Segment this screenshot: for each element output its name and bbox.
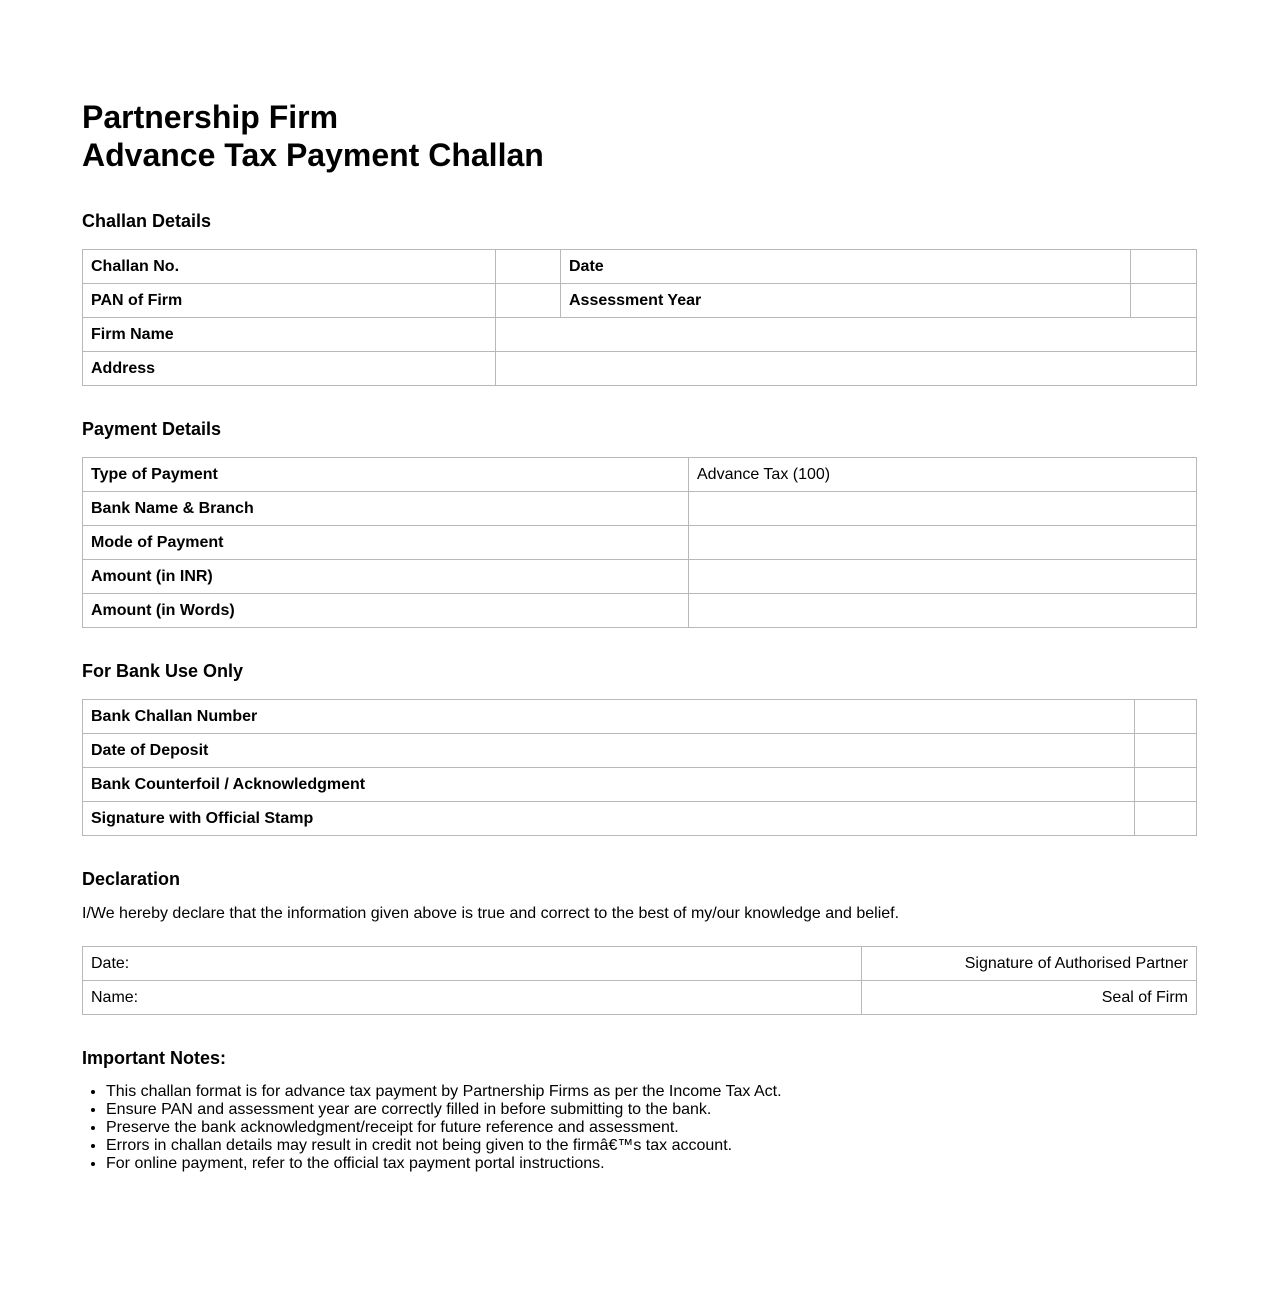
amount-inr-field[interactable]	[689, 560, 1197, 594]
table-row	[83, 734, 1197, 768]
declaration-date-label[interactable]: Date:	[83, 947, 862, 981]
challan-details-heading: Challan Details	[82, 211, 212, 231]
date-of-deposit-label: Date of Deposit	[83, 734, 1135, 768]
date-field[interactable]	[1131, 250, 1197, 284]
table-row	[83, 352, 1197, 386]
address-label: Address	[83, 352, 496, 386]
official-signature-field[interactable]	[1135, 802, 1197, 836]
table-row	[83, 458, 1197, 492]
firm-seal-label[interactable]: Seal of Firm	[862, 981, 1197, 1015]
table-row	[83, 700, 1197, 734]
declaration-name-label[interactable]: Name:	[83, 981, 862, 1015]
challan-no-label: Challan No.	[83, 250, 496, 284]
payment-details-heading: Payment Details	[82, 419, 222, 439]
partner-signature-label[interactable]: Signature of Authorised Partner	[862, 947, 1197, 981]
amount-words-field[interactable]	[689, 594, 1197, 628]
table-row	[83, 947, 1197, 981]
table-row	[83, 768, 1197, 802]
notes-heading: Important Notes:	[82, 1048, 226, 1068]
list-item: • Preserve the bank acknowledgment/receipt for future reference and assessment.	[106, 1119, 1196, 1137]
type-of-payment-value: Advance Tax (100)	[689, 458, 1197, 492]
declaration-text: I/We hereby declare that the information given above is true and correct to the best of my/our knowledge and belief.	[82, 905, 900, 922]
address-field[interactable]	[496, 352, 1197, 386]
assessment-year-field[interactable]	[1131, 284, 1197, 318]
list-item: • This challan format is for advance tax payment by Partnership Firms as per the Income Tax Act.	[106, 1083, 1196, 1101]
list-item: • Errors in challan details may result in credit not being given to the firmâ€™s tax account.	[106, 1137, 1196, 1155]
firm-name-label: Firm Name	[83, 318, 496, 352]
bank-challan-number-label: Bank Challan Number	[83, 700, 1135, 734]
amount-inr-label: Amount (in INR)	[83, 560, 689, 594]
pan-label: PAN of Firm	[83, 284, 496, 318]
table-row	[83, 526, 1197, 560]
table-row	[83, 594, 1197, 628]
table-row	[83, 318, 1197, 352]
list-item: • Ensure PAN and assessment year are correctly filled in before submitting to the bank.	[106, 1101, 1196, 1119]
mode-of-payment-label: Mode of Payment	[83, 526, 689, 560]
table-row	[83, 802, 1197, 836]
pan-field[interactable]	[496, 284, 561, 318]
amount-words-label: Amount (in Words)	[83, 594, 689, 628]
table-row	[83, 981, 1197, 1015]
mode-of-payment-field[interactable]	[689, 526, 1197, 560]
page-title	[82, 98, 1196, 174]
declaration-heading: Declaration	[82, 869, 181, 889]
title-line-1: Partnership Firm	[82, 99, 339, 135]
assessment-year-label: Assessment Year	[561, 284, 1131, 318]
bank-use-heading: For Bank Use Only	[82, 661, 244, 681]
firm-name-field[interactable]	[496, 318, 1197, 352]
table-row	[83, 492, 1197, 526]
bank-challan-number-field[interactable]	[1135, 700, 1197, 734]
table-row	[83, 250, 1197, 284]
challan-details-table	[82, 249, 1197, 386]
official-signature-label: Signature with Official Stamp	[83, 802, 1135, 836]
challan-page	[82, 98, 1196, 1173]
date-label: Date	[561, 250, 1131, 284]
declaration-table	[82, 946, 1197, 1015]
type-of-payment-label: Type of Payment	[83, 458, 689, 492]
table-row	[83, 560, 1197, 594]
bank-name-field[interactable]	[689, 492, 1197, 526]
title-line-2: Advance Tax Payment Challan	[82, 137, 544, 173]
bank-counterfoil-field[interactable]	[1135, 768, 1197, 802]
bank-use-table	[82, 699, 1197, 836]
bank-name-label: Bank Name & Branch	[83, 492, 689, 526]
payment-details-table	[82, 457, 1197, 628]
table-row	[83, 284, 1197, 318]
date-of-deposit-field[interactable]	[1135, 734, 1197, 768]
notes-list	[82, 1083, 1196, 1173]
bank-counterfoil-label: Bank Counterfoil / Acknowledgment	[83, 768, 1135, 802]
list-item: • For online payment, refer to the official tax payment portal instructions.	[106, 1155, 1196, 1173]
challan-no-field[interactable]	[496, 250, 561, 284]
